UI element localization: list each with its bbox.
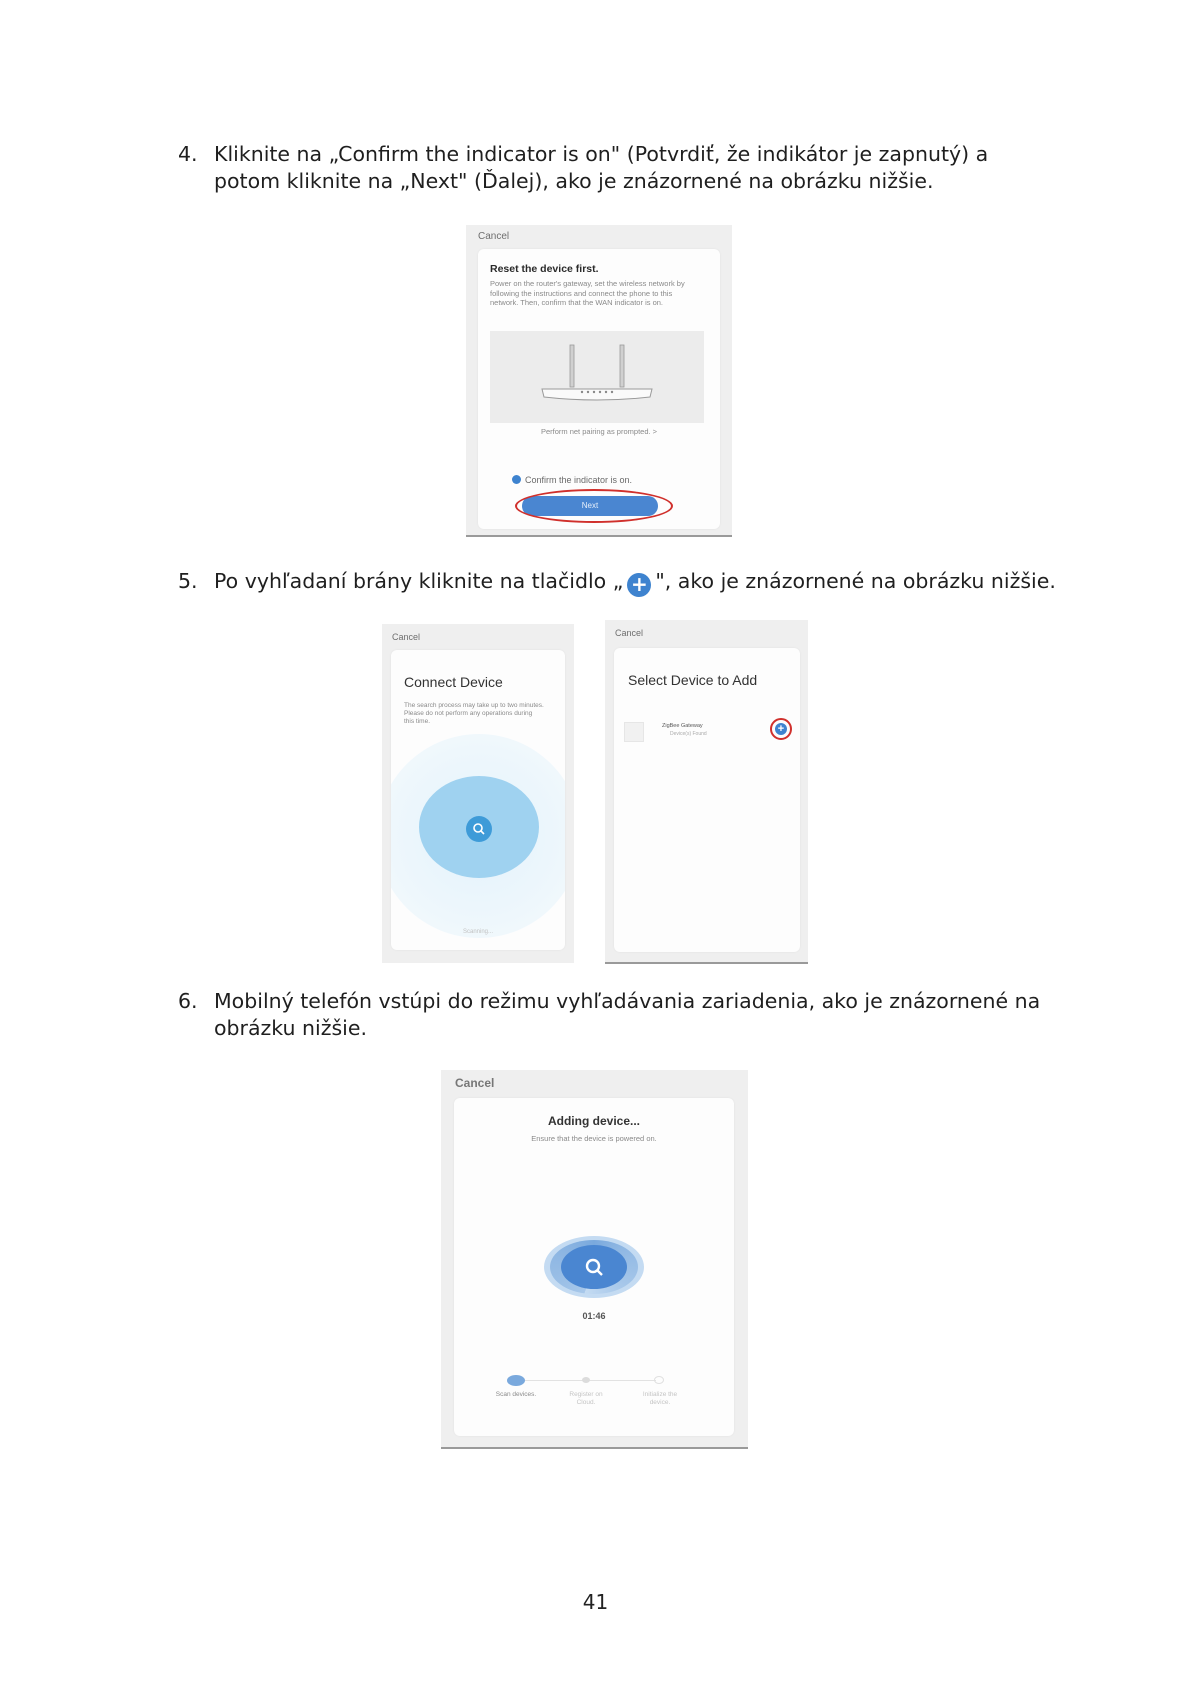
progress-label-scan: Scan devices. [495,1391,537,1398]
progress-label-register: Register on Cloud. [569,1391,603,1406]
pairing-link[interactable]: Perform net pairing as prompted. > [540,427,658,436]
progress-dot-register [582,1377,590,1383]
add-device-button[interactable] [770,718,792,740]
reset-card [478,249,720,529]
step-text: Kliknite na „Confirm the indicator is on" (Potvrdiť, že indikátor je zapnutý) a potom kliknite na „Next" (Ďalej), ako je znázornené na obrázku nižšie. [214,142,989,193]
step-number: 4. [178,142,198,166]
search-icon [466,816,492,842]
step-number: 5. [178,569,198,593]
step-4 [178,141,1058,195]
page-number: 41 [582,1590,609,1614]
progress-dot-initialize [654,1376,664,1384]
step-number: 6. [178,989,198,1013]
progress-label-initialize: Initialize the device. [642,1391,678,1406]
cancel-link[interactable]: Cancel [392,632,421,642]
device-row[interactable] [624,720,794,742]
device-sub: Device(s) Found [670,731,707,737]
bottom-edge [466,535,732,537]
reset-description: Power on the router's gateway, set the wireless network by following the instructions and connect the phone to this network. Then, confirm that the WAN indicator is on. [490,279,685,307]
connect-title: Connect Device [404,674,503,690]
cancel-link[interactable]: Cancel [478,231,510,242]
adding-subtitle: Ensure that the device is powered on. [531,1134,657,1143]
screenshot-reset-device [466,225,732,537]
add-plus-icon: + [627,573,651,597]
step-5 [178,568,1058,597]
select-card [614,648,800,952]
connect-card [391,650,565,950]
timer: 01:46 [582,1311,606,1321]
confirm-checkbox-row[interactable] [512,475,632,485]
screenshot-adding-device [441,1070,748,1449]
next-button[interactable]: Next [522,496,658,516]
step-6 [178,988,1058,1042]
screenshot-select-device [605,620,808,964]
cancel-link[interactable]: Cancel [615,628,644,638]
progress-dot-scan [507,1375,525,1386]
router-illustration [490,331,704,423]
bottom-edge [441,1447,748,1449]
checkbox-checked-icon[interactable] [512,475,521,484]
step-text: Po vyhľadaní brány kliknite na tlačidlo „ + ", ako je znázornené na obrázku nižšie. [214,569,1056,596]
device-thumbnail [624,722,644,742]
bottom-edge [605,962,808,964]
adding-title: Adding device... [547,1114,640,1128]
device-name: ZigBee Gateway [662,723,703,729]
step-text: Mobilný telefón vstúpi do režimu vyhľadávania zariadenia, ako je znázornené na obrázku nižšie. [214,989,1041,1040]
search-icon [561,1245,627,1289]
router-icon [490,331,704,423]
cancel-link[interactable]: Cancel [455,1076,495,1090]
connect-description: The search process may take up to two minutes. Please do not perform any operations during this time. [404,702,544,725]
screenshot-connect-device [382,624,574,963]
plus-icon: + [775,723,787,735]
confirm-checkbox-label: Confirm the indicator is on. [525,475,633,485]
adding-card [454,1098,734,1436]
select-title: Select Device to Add [628,672,758,688]
highlight-ring [515,489,673,523]
scanning-status: Scanning... [462,929,494,935]
reset-title: Reset the device first. [490,263,599,275]
